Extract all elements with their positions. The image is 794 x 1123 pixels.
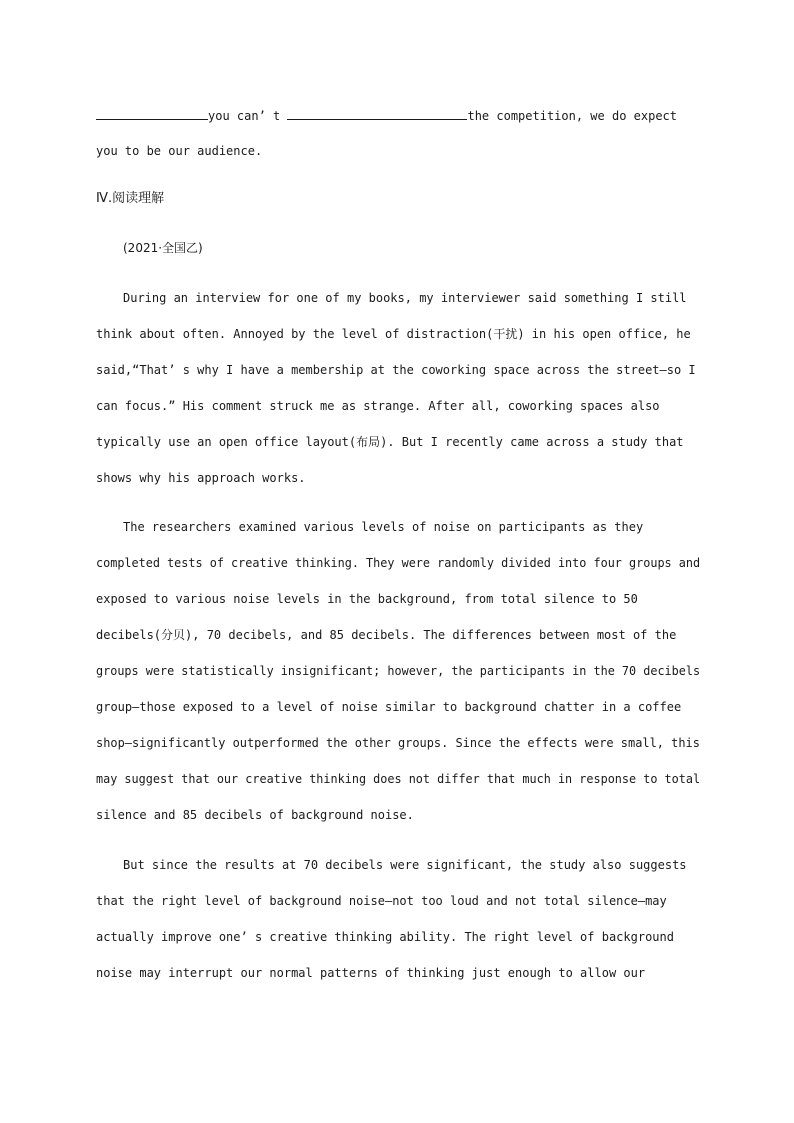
passage-p1-line: said,“That’ s why I have a membership at the coworking space across the street—so I — [96, 363, 696, 377]
passage-p1-line: shows why his approach works. — [96, 471, 306, 485]
fill-blank-text-1: you can’ t — [208, 109, 288, 123]
passage-p1-line: can focus.” His comment struck me as strange. After all, coworking spaces also — [96, 399, 660, 413]
passage-p1-line: think about often. Annoyed by the level of distraction(干扰) in his open office, he — [96, 327, 691, 341]
passage-p2-line: groups were statistically insignificant; however, the participants in the 70 decibels — [96, 664, 701, 678]
answer-blank-1[interactable] — [96, 107, 208, 120]
passage-p2-line: silence and 85 decibels of background noise. — [96, 808, 414, 822]
passage-p3-line: actually improve one’ s creative thinking ability. The right level of background — [96, 930, 674, 944]
passage-p1-line: typically use an open office layout(布局). But I recently came across a study that — [96, 435, 684, 449]
passage-p2-line: may suggest that our creative thinking does not differ that much in response to total — [96, 772, 701, 786]
passage-p3-line: But since the results at 70 decibels were significant, the study also suggests — [123, 858, 687, 872]
passage-p2-line: group—those exposed to a level of noise similar to background chatter in a coffee — [96, 700, 682, 714]
passage-p3-line: that the right level of background noise—not too loud and not total silence—may — [96, 894, 667, 908]
fill-blank-line-2: you to be our audience. — [96, 144, 263, 158]
passage-p2-line: decibels(分贝), 70 decibels, and 85 decibels. The differences between most of the — [96, 628, 677, 642]
fill-blank-text-2: the competition, we do expect — [467, 109, 677, 123]
passage-p2-line: completed tests of creative thinking. They were randomly divided into four groups and — [96, 556, 701, 570]
passage-p2-line: shop—significantly outperformed the other groups. Since the effects were small, this — [96, 736, 700, 750]
section-heading: Ⅳ.阅读理解 — [96, 191, 165, 206]
passage-p3-line: noise may interrupt our normal patterns of thinking just enough to allow our — [96, 966, 646, 980]
source-label: (2021·全国乙) — [123, 241, 203, 255]
passage-p2-line: exposed to various noise levels in the background, from total silence to 50 — [96, 592, 638, 606]
passage-p2-line: The researchers examined various levels of noise on participants as they — [123, 520, 644, 534]
answer-blank-2[interactable] — [287, 107, 467, 120]
passage-p1-line: During an interview for one of my books, my interviewer said something I still — [123, 291, 687, 305]
fill-blank-line-1 — [96, 107, 677, 124]
